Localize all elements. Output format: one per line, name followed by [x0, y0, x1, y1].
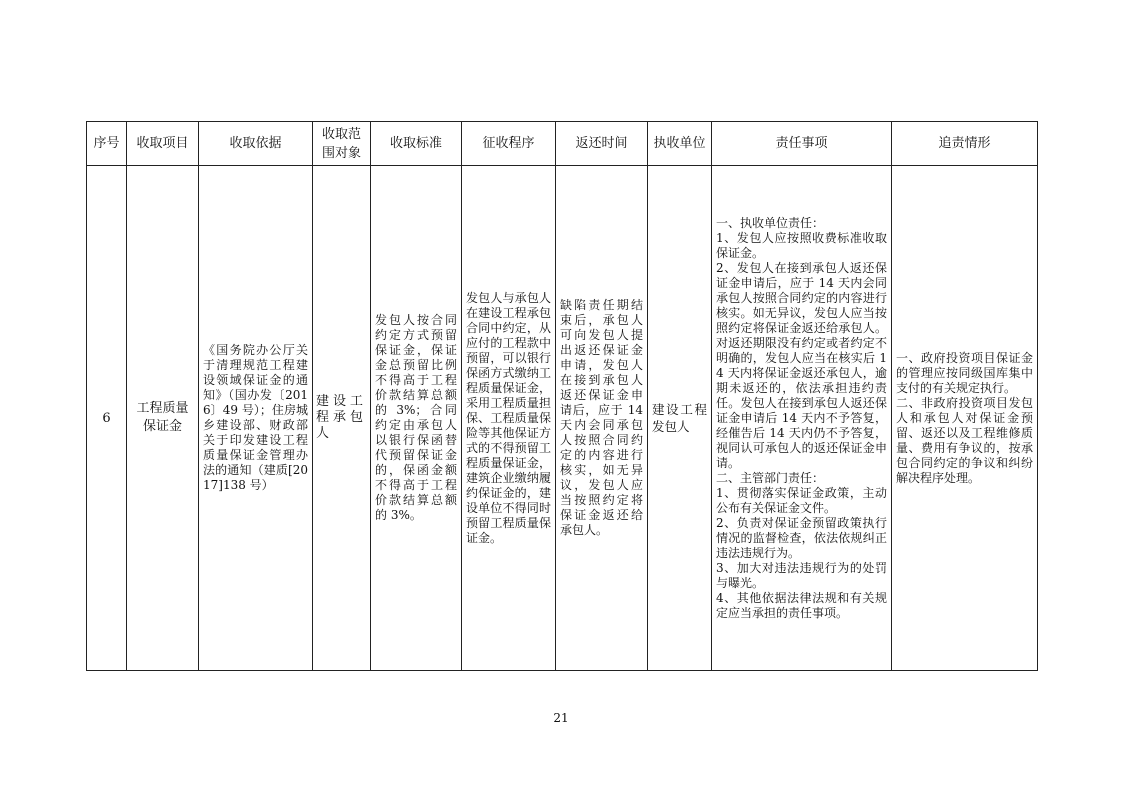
header-accountability: 追责情形 [892, 122, 1038, 166]
cell-procedure: 发包人与承包人在建设工程承包合同中约定，从应付的工程款中预留，可以银行保函方式缴纳工程质量保证金，采用工程质量担保、工程质量保险等其他保证方式的不得预留工程质量保证金，建筑企业缴纳履约保证金的，建设单位不得同时预留工程质量保证金。 [462, 166, 556, 671]
cell-collector: 建设工程发包人 [648, 166, 712, 671]
header-collector: 执收单位 [648, 122, 712, 166]
header-procedure: 征收程序 [462, 122, 556, 166]
cell-return-time: 缺陷责任期结束后，承包人可向发包人提出返还保证金申请，发包人在接到承包人返还保证金申请后，应于 14 天内会同承包人按照合同约定的内容进行核实，如无异议，发包人应当按照约定将保证金返还给承包人。 [556, 166, 648, 671]
header-standard: 收取标准 [371, 122, 462, 166]
header-return-time: 返还时间 [556, 122, 648, 166]
header-item: 收取项目 [127, 122, 199, 166]
header-responsibilities: 责任事项 [712, 122, 892, 166]
fee-table [86, 121, 1038, 671]
header-row [87, 122, 1038, 166]
header-basis: 收取依据 [199, 122, 313, 166]
table-row [87, 166, 1038, 671]
cell-standard: 发包人按合同约定方式预留保证金，保证金总预留比例不得高于工程价款结算总额的 3%；合同约定由承包人以银行保函替代预留保证金的，保函金额不得高于工程价款结算总额的 3%。 [371, 166, 462, 671]
header-index: 序号 [87, 122, 127, 166]
cell-index: 6 [87, 166, 127, 671]
cell-item: 工程质量保证金 [127, 166, 199, 671]
cell-responsibilities: 一、执收单位责任： 1、发包人应按照收费标准收取保证金。 2、发包人在接到承包人返还保证金申请后，应于 14 天内会同承包人按照合同约定的内容进行核实。如无异议，发包人应当按照约定将保证金返还给承包人。对返还期限没有约定或者约定不明确的，发包人应当在核实后 14 天内将保证金返还承包人，逾期未返还的，依法承担违约责任。发包人在接到承包人返还保证金申请后 14 天内不予答复，经催告后 14 天内仍不予答复，视同认可承包人的返还保证金申请。 二、主管部门责任： 1、贯彻落实保证金政策，主动公布有关保证金文件。 2、负责对保证金预留政策执行情况的监督检查，依法依规纠正违法违规行为。 3、加大对违法违规行为的处罚与曝光。 4、其他依据法律法规和有关规定应当承担的责任事项。 [712, 166, 892, 671]
cell-basis: 《国务院办公厅关于清理规范工程建设领域保证金的通知》（国办发〔2016〕49 号）；住房城乡建设部、财政部关于印发建设工程质量保证金管理办法的通知（建质[2017]138 号） [199, 166, 313, 671]
header-scope: 收取范围对象 [313, 122, 371, 166]
page-number: 21 [553, 711, 569, 725]
cell-scope: 建设工程承包人 [313, 166, 371, 671]
cell-accountability: 一、政府投资项目保证金的管理应按同级国库集中支付的有关规定执行。 二、非政府投资项目发包人和承包人对保证金预留、返还以及工程维修质量、费用有争议的，按承包合同约定的争议和纠纷解决程序处理。 [892, 166, 1038, 671]
